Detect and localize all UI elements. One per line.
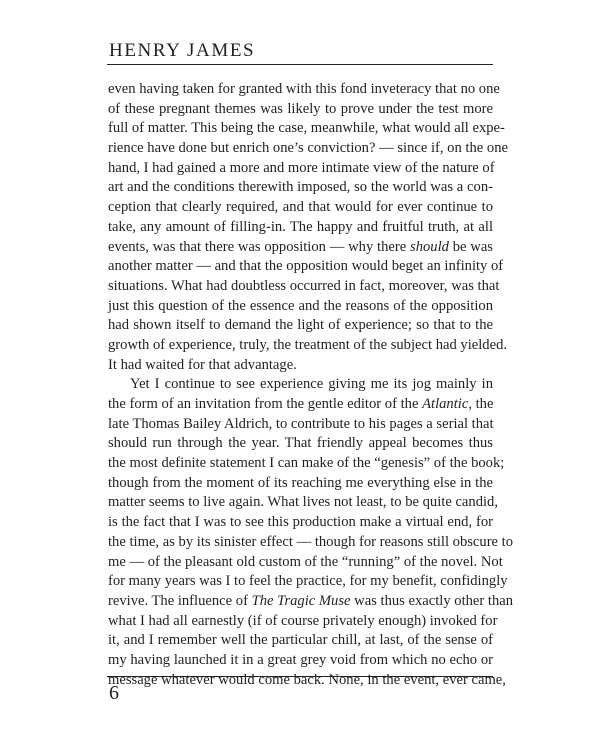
running-head: HENRY JAMES [109, 40, 256, 61]
text-line: is the fact that I was to see this production make a virtual end, for [108, 514, 493, 531]
body-text [108, 80, 514, 690]
text-line: it, and I remember well the particular chill, at last, of the sense of [108, 632, 493, 649]
text-line: message whatever would come back. None, in the event, ever came, [108, 671, 506, 688]
text-line: just this question of the essence and the reasons of the opposition [108, 297, 493, 314]
header-rule [107, 64, 493, 65]
text-line: for many years was I to feel the practice, for my benefit, confidingly [108, 573, 508, 590]
text-line: situations. What had doubtless occurred in fact, moreover, was that [108, 277, 500, 294]
paragraph-start-line: Yet I continue to see experience giving me its jog mainly in [130, 376, 493, 393]
text-line: art and the conditions therewith imposed, so the world was a con- [108, 179, 493, 196]
text-line: late Thomas Bailey Aldrich, to contribute to his pages a serial that [108, 415, 494, 432]
text-line: me — of the pleasant old custom of the “running” of the novel. Not [108, 553, 503, 570]
text-line: growth of experience, truly, the treatment of the subject had yielded. [108, 336, 508, 353]
text-line: my having launched it in a great grey void from which no echo or [108, 651, 493, 668]
text-line: matter seems to live again. What lives not least, to be quite candid, [108, 494, 499, 511]
text-line: revive. The influence of The Tragic Muse was thus exactly other than [108, 592, 514, 609]
paragraph-end-line: It had waited for that advantage. [108, 356, 297, 373]
text-line: even having taken for granted with this fond inveteracy that no one [108, 81, 500, 97]
italic-title: The Tragic Muse [251, 592, 351, 609]
text-line: though from the moment of its reaching me everything else in the [108, 474, 493, 491]
page-number: 6 [109, 682, 119, 704]
text-line: take, any amount of filling-in. The happy and fruitful truth, at all [108, 218, 493, 235]
text-line: what I had all earnestly (if of course privately enough) invoked for [108, 612, 498, 629]
text-line: rience have done but enrich one’s conviction? — since if, on the one [108, 140, 508, 157]
text-line: of these pregnant themes was likely to prove under the test more [108, 100, 493, 117]
text-line: full of matter. This being the case, meanwhile, what would all expe- [108, 120, 505, 137]
text-line: events, was that there was opposition — why there should be was [108, 238, 493, 255]
footer-rule [107, 676, 493, 677]
text-line: the time, as by its sinister effect — though for reasons still obscure to [108, 533, 514, 550]
text-line: another matter — and that the opposition would beget an infinity of [108, 258, 504, 275]
text-line: the most definite statement I can make of the “genesis” of the book; [108, 455, 505, 472]
text-line: ception that clearly required, and that would for ever continue to [108, 199, 493, 216]
text-line: should run through the year. That friendly appeal becomes thus [108, 435, 493, 452]
text-line: the form of an invitation from the gentle editor of the Atlantic, the [108, 396, 494, 412]
text-line: had shown itself to demand the light of experience; so that to the [108, 317, 493, 334]
italic-emphasis: should [410, 238, 449, 255]
text-line: hand, I had gained a more and more intimate view of the nature of [108, 159, 495, 176]
italic-title: Atlantic [422, 396, 469, 412]
